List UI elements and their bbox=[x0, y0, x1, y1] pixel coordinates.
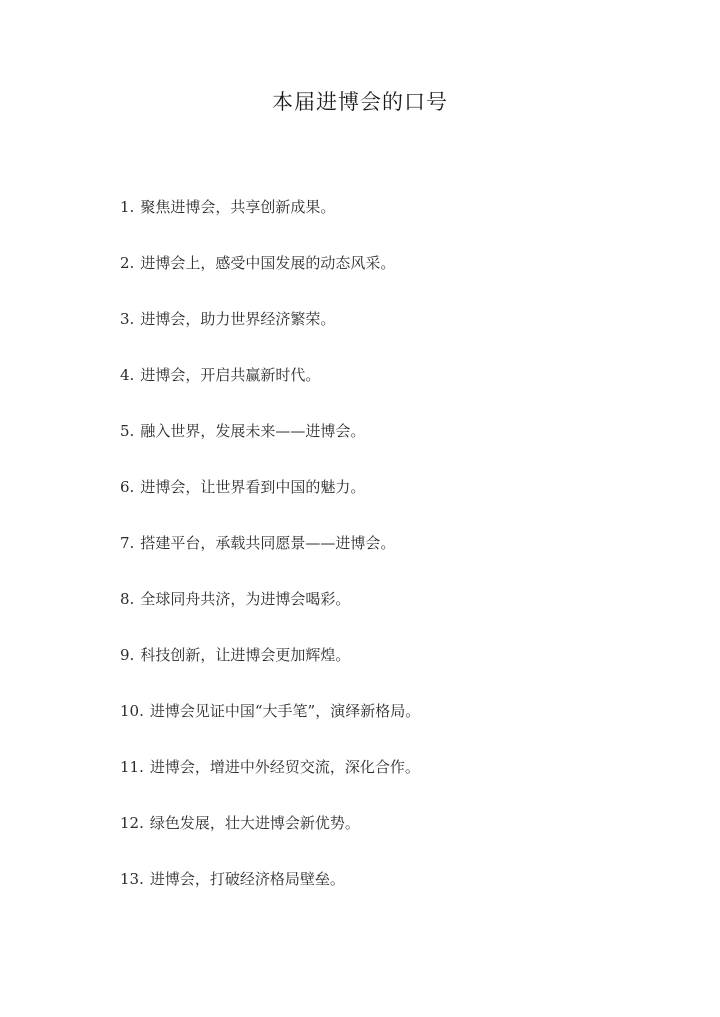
list-item bbox=[120, 420, 680, 476]
item-text: 全球同舟共济，为进博会喝彩。 bbox=[140, 590, 351, 608]
item-text: 聚焦进博会，共享创新成果。 bbox=[140, 198, 336, 216]
item-number: 6. bbox=[120, 478, 135, 496]
item-number: 11. bbox=[120, 758, 144, 776]
item-number: 8. bbox=[120, 590, 135, 608]
item-number: 7. bbox=[120, 534, 135, 552]
list-item bbox=[120, 196, 680, 252]
list-item bbox=[120, 532, 680, 588]
item-text: 进博会，助力世界经济繁荣。 bbox=[140, 310, 336, 328]
item-number: 10. bbox=[120, 702, 144, 720]
item-number: 4. bbox=[120, 366, 135, 384]
list-item bbox=[120, 476, 680, 532]
item-number: 2. bbox=[120, 254, 135, 272]
list-item bbox=[120, 756, 680, 812]
list-item bbox=[120, 700, 680, 756]
item-number: 3. bbox=[120, 310, 135, 328]
item-text: 进博会，增进中外经贸交流，深化合作。 bbox=[149, 758, 420, 776]
slogan-list bbox=[120, 196, 680, 924]
item-number: 13. bbox=[120, 870, 144, 888]
list-item bbox=[120, 812, 680, 868]
item-text: 进博会，开启共赢新时代。 bbox=[140, 366, 321, 384]
item-text: 进博会上，感受中国发展的动态风采。 bbox=[140, 254, 396, 272]
list-item bbox=[120, 588, 680, 644]
item-text: 进博会见证中国“大手笔”，演绎新格局。 bbox=[149, 702, 421, 720]
page-title: 本届进博会的口号 bbox=[272, 90, 448, 114]
item-number: 9. bbox=[120, 646, 135, 664]
list-item bbox=[120, 364, 680, 420]
list-item bbox=[120, 308, 680, 364]
item-text: 搭建平台，承载共同愿景——进博会。 bbox=[140, 534, 396, 552]
list-item bbox=[120, 644, 680, 700]
item-text: 进博会，让世界看到中国的魅力。 bbox=[140, 478, 366, 496]
item-number: 12. bbox=[120, 814, 144, 832]
item-text: 科技创新，让进博会更加辉煌。 bbox=[140, 646, 351, 664]
item-text: 进博会，打破经济格局壁垒。 bbox=[149, 870, 345, 888]
item-number: 5. bbox=[120, 422, 135, 440]
list-item bbox=[120, 868, 680, 924]
item-text: 融入世界，发展未来——进博会。 bbox=[140, 422, 366, 440]
list-item bbox=[120, 252, 680, 308]
item-text: 绿色发展，壮大进博会新优势。 bbox=[149, 814, 360, 832]
item-number: 1. bbox=[120, 198, 135, 216]
